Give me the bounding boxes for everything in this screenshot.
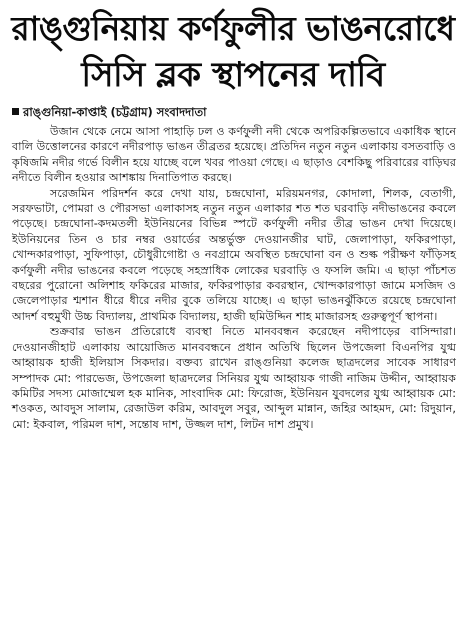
article-paragraph-1: উজান থেকে নেমে আসা পাহাড়ি ঢল ও কর্ণফুলী নদী থেকে অপরিকল্পিতভাবে একাধিক স্থানে বালি উত্তোলনের কারণে নদীরপাড় ভাঙন তীব্রতর হয়েছে। প্রতিদিন নতুন নতুন এলাকায় বসতবাড়ি ও কৃষিজমি নদীর গর্ভে বিলীন হয়ে যাচ্ছে বলে খবর পাওয়া গেছে। এ ছাড়াও বেশকিছু পরিবারের বাড়িঘর নদীতে বিলীন হওয়ার আশঙ্কায় দিনাতিপাত করছে। <box>12 125 456 185</box>
headline <box>8 6 458 98</box>
article-paragraph-3: শুক্রবার ভাঙন প্রতিরোধে ব্যবস্থা নিতে মানববন্ধন করেছেন নদীপাড়ের বাসিন্দারা। দেওয়ানজীহাট এলাকায় আয়োজিত মানববন্ধনে প্রধান অতিথি ছিলেন উপজেলা বিএনপির যুগ্ম আহ্বায়ক হাজী ইলিয়াস সিকদার। বক্তব্য রাখেন রাঙ্গুনিয়া কলেজ ছাত্রদলের সাবেক সাধারণ সম্পাদক মো: পারভেজ, উপজেলা ছাত্রদলের সিনিয়র যুগ্ম আহ্বায়ক গাজী নাজিম উদ্দীন, আহ্বায়ক কমিটির সদস্য মোজাম্মেল হক মানিক, সাংবাদিক মো: ফিরোজ, ইউনিয়ন যুবদলের যুগ্ম আহ্বায়ক মো: শওকত, আবদুস সালাম, রেজাউল করিম, আবদুল সবুর, আব্দুল মান্নান, জহির আহমদ, মো: রিদুয়ান, মো: ইকবাল, পরিমল দাশ, সন্তোষ দাশ, উজ্জল দাশ, লিটন দাশ প্রমুখ। <box>12 325 456 431</box>
headline-line-1: রাঙ্গুনিয়ায় কর্ণফুলীর ভাঙনরোধে <box>11 9 455 48</box>
article-body <box>12 124 456 432</box>
square-bullet-icon <box>12 108 19 115</box>
byline <box>12 104 206 120</box>
byline-text: রাঙ্গুনিয়া-কাপ্তাই (চট্টগ্রাম) সংবাদদাতা <box>23 105 207 119</box>
headline-line-2: সিসি ব্লক স্থাপনের দাবি <box>81 55 385 95</box>
article-paragraph-2: সরেজমিন পরিদর্শন করে দেখা যায়, চন্দ্রঘোনা, মরিয়মনগর, কোদালা, শিলক, বেতাগী, সরফভাটা, পোমরা ও পৌরসভা এলাকাসহ নতুন নতুন এলাকার শত শত ঘরবাড়ি নদীভাঙনের কবলে পড়েছে। চন্দ্রঘোনা-কদমতলী ইউনিয়নের বিভিন্ন স্পটে কর্ণফুলী নদীর তীব্র ভাঙন দেখা দিয়েছে। ইউনিয়নের তিন ও চার নম্বর ওয়ার্ডের অন্তর্ভুক্ত দেওয়ানজীর ঘাট, জেলাপাড়া, ফকিরপাড়া, খোন্দকারপাড়া, সুফিপাড়া, চৌধুরীগোষ্টা ও নবগ্রামে অবস্থিত চন্দ্রঘোনা বন ও শুল্ক পরীক্ষণ ফাঁড়িসহ কর্ণফুলী নদীর ভাঙনের কবলে পড়েছে সহস্রাধিক লোকের ঘরবাড়ি ও ফসলি জমি। এ ছাড়া পাঁচশত বছরের পুরোনো অলিশাহ ফকিরের মাজার, ফকিরপাড়ার কবরস্থান, খোন্দকারপাড়া জামে মসজিদ ও জেলেপাড়ার শ্মশান ধীরে ধীরে নদীর বুকে তলিয়ে যাচ্ছে। এ ছাড়া ভাঙনঝুঁকিতে রয়েছে চন্দ্রঘোনা আদর্শ বহুমুখী উচ্চ বিদ্যালয়, প্রাথমিক বিদ্যালয়, হাজী ছমিউদ্দিন শাহ মাজারসহ গুরুত্বপূর্ণ স্থাপনা। <box>12 186 456 323</box>
